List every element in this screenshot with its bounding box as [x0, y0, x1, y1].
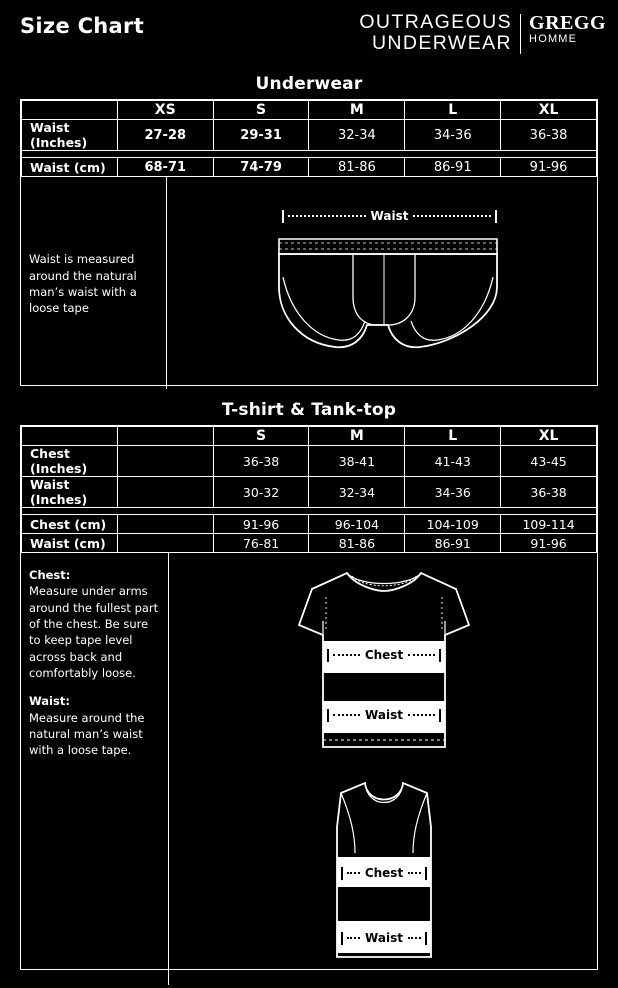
page-title: Size Chart — [20, 14, 145, 38]
cell-waist-cm-s: 74-79 — [213, 158, 309, 177]
underwear-section-title: Underwear — [255, 74, 363, 94]
callout-cap-left — [327, 649, 329, 662]
cell-chest-cm-s: 91-96 — [213, 515, 309, 534]
callout-dots-left — [333, 654, 360, 656]
cell-waist-inches-s: 29-31 — [213, 120, 309, 151]
row-label-waist-inches: Waist (Inches) — [22, 477, 118, 508]
cell-waist-cm-m: 81-86 — [309, 534, 405, 553]
column-header-m: M — [309, 101, 405, 120]
tshirt-panel — [20, 425, 598, 970]
underwear-illustration-row — [21, 177, 597, 389]
cell-waist-inches-s: 30-32 — [213, 477, 309, 508]
callout-dots-right — [408, 714, 435, 716]
brand-line-outrageous: OUTRAGEOUS — [359, 11, 513, 33]
underwear-panel — [20, 99, 598, 386]
tshirt-size-table — [21, 426, 597, 553]
empty-cell — [117, 534, 213, 553]
cell-waist-cm-l: 86-91 — [405, 534, 501, 553]
brand-outrageous-underwear — [359, 12, 512, 53]
tshirt-note-waist-head: Waist: — [29, 694, 70, 709]
table-row — [22, 534, 597, 553]
page-header — [0, 0, 618, 70]
underwear-illustration — [167, 177, 597, 389]
cell-waist-inches-xl: 36-38 — [501, 120, 597, 151]
column-header-xl: XL — [501, 427, 597, 446]
cell-waist-cm-xs: 68-71 — [117, 158, 213, 177]
underwear-note-text: Waist is measured around the natural man’s waist with a loose tape — [29, 252, 137, 316]
callout-label-chest: Chest — [364, 648, 404, 662]
underwear-note — [21, 177, 167, 389]
callout-cap-right — [439, 649, 441, 662]
table-row — [22, 158, 597, 177]
tshirt-illustration-svg — [169, 559, 599, 779]
column-header-l: L — [405, 101, 501, 120]
brand-homme: HOMME — [529, 33, 578, 45]
callout-cap-left — [341, 867, 343, 880]
cell-chest-inches-m: 38-41 — [309, 446, 405, 477]
cell-chest-inches-l: 41-43 — [405, 446, 501, 477]
row-label-waist-cm: Waist (cm) — [22, 534, 118, 553]
tshirt-chest-callout — [327, 648, 441, 662]
cell-waist-cm-l: 86-91 — [405, 158, 501, 177]
tshirt-waist-callout — [327, 708, 441, 722]
callout-dots-right — [413, 215, 491, 217]
empty-cell — [117, 515, 213, 534]
spacer-cell — [22, 151, 597, 158]
cell-chest-cm-xl: 109-114 — [501, 515, 597, 534]
brand-logo — [359, 12, 606, 54]
cell-waist-inches-l: 34-36 — [405, 477, 501, 508]
callout-dots-right — [408, 872, 421, 874]
table-spacer-row — [22, 508, 597, 515]
callout-label-waist: Waist — [370, 209, 409, 223]
table-row — [22, 427, 597, 446]
callout-cap-right — [425, 867, 427, 880]
cell-waist-cm-m: 81-86 — [309, 158, 405, 177]
underwear-size-table — [21, 100, 597, 177]
callout-cap-right — [425, 932, 427, 945]
callout-cap-right — [439, 709, 441, 722]
brand-divider — [520, 14, 521, 54]
callout-label-waist: Waist — [365, 708, 403, 722]
column-header-m: M — [309, 427, 405, 446]
callout-label-waist: Waist — [365, 931, 403, 945]
table-row — [22, 120, 597, 151]
callout-label-chest: Chest — [364, 866, 404, 880]
tshirt-note-chest-body: Measure under arms around the fullest part of the chest. Be sure to keep tape level across back and comfortably loose. — [29, 584, 159, 680]
callout-cap-left — [282, 210, 284, 223]
tshirt-note-chest-head: Chest: — [29, 568, 71, 582]
table-row — [22, 477, 597, 508]
tshirt-illustration-row — [21, 553, 597, 985]
callout-dots-left — [288, 215, 366, 217]
tshirt-note-chest — [29, 567, 160, 681]
callout-dots-right — [408, 937, 421, 939]
column-header-xl: XL — [501, 101, 597, 120]
tshirt-note-waist-body: Measure around the natural man’s waist with a loose tape. — [29, 710, 145, 758]
tshirt-section-title: T-shirt & Tank-top — [221, 400, 397, 420]
cell-chest-inches-s: 36-38 — [213, 446, 309, 477]
cell-waist-inches-m: 32-34 — [309, 477, 405, 508]
cell-waist-cm-xl: 91-96 — [501, 534, 597, 553]
cell-chest-cm-l: 104-109 — [405, 515, 501, 534]
tshirt-note-waist — [29, 693, 160, 758]
cell-waist-inches-xl: 36-38 — [501, 477, 597, 508]
callout-dots-left — [347, 937, 360, 939]
table-row — [22, 446, 597, 477]
tanktop-chest-callout — [341, 866, 427, 880]
cell-waist-cm-s: 76-81 — [213, 534, 309, 553]
brand-gregg-homme — [529, 12, 606, 46]
empty-cell — [117, 427, 213, 446]
corner-cell — [22, 427, 118, 446]
brand-gregg: GREGG — [529, 12, 606, 34]
callout-cap-right — [495, 210, 497, 223]
corner-cell — [22, 101, 118, 120]
table-spacer-row — [22, 151, 597, 158]
tshirt-notes — [21, 553, 169, 985]
callout-dots-left — [347, 872, 360, 874]
column-header-s: S — [213, 101, 309, 120]
row-label-waist-cm: Waist (cm) — [22, 158, 118, 177]
callout-dots-right — [408, 654, 435, 656]
cell-waist-inches-l: 34-36 — [405, 120, 501, 151]
column-header-xs: XS — [117, 101, 213, 120]
table-row — [22, 101, 597, 120]
cell-waist-cm-xl: 91-96 — [501, 158, 597, 177]
empty-cell — [117, 477, 213, 508]
tshirt-illustrations — [169, 553, 597, 985]
cell-waist-inches-xs: 27-28 — [117, 120, 213, 151]
spacer-cell — [22, 508, 597, 515]
row-label-chest-cm: Chest (cm) — [22, 515, 118, 534]
callout-cap-left — [327, 709, 329, 722]
tanktop-waist-callout — [341, 931, 427, 945]
callout-dots-left — [333, 714, 360, 716]
column-header-l: L — [405, 427, 501, 446]
cell-waist-inches-m: 32-34 — [309, 120, 405, 151]
column-header-s: S — [213, 427, 309, 446]
cell-chest-cm-m: 96-104 — [309, 515, 405, 534]
table-row — [22, 515, 597, 534]
cell-chest-inches-xl: 43-45 — [501, 446, 597, 477]
row-label-chest-inches: Chest (Inches) — [22, 446, 118, 477]
brand-line-underwear: UNDERWEAR — [371, 31, 513, 54]
empty-cell — [117, 446, 213, 477]
underwear-waist-callout — [282, 209, 497, 223]
row-label-waist-inches: Waist (Inches) — [22, 120, 118, 151]
callout-cap-left — [341, 932, 343, 945]
